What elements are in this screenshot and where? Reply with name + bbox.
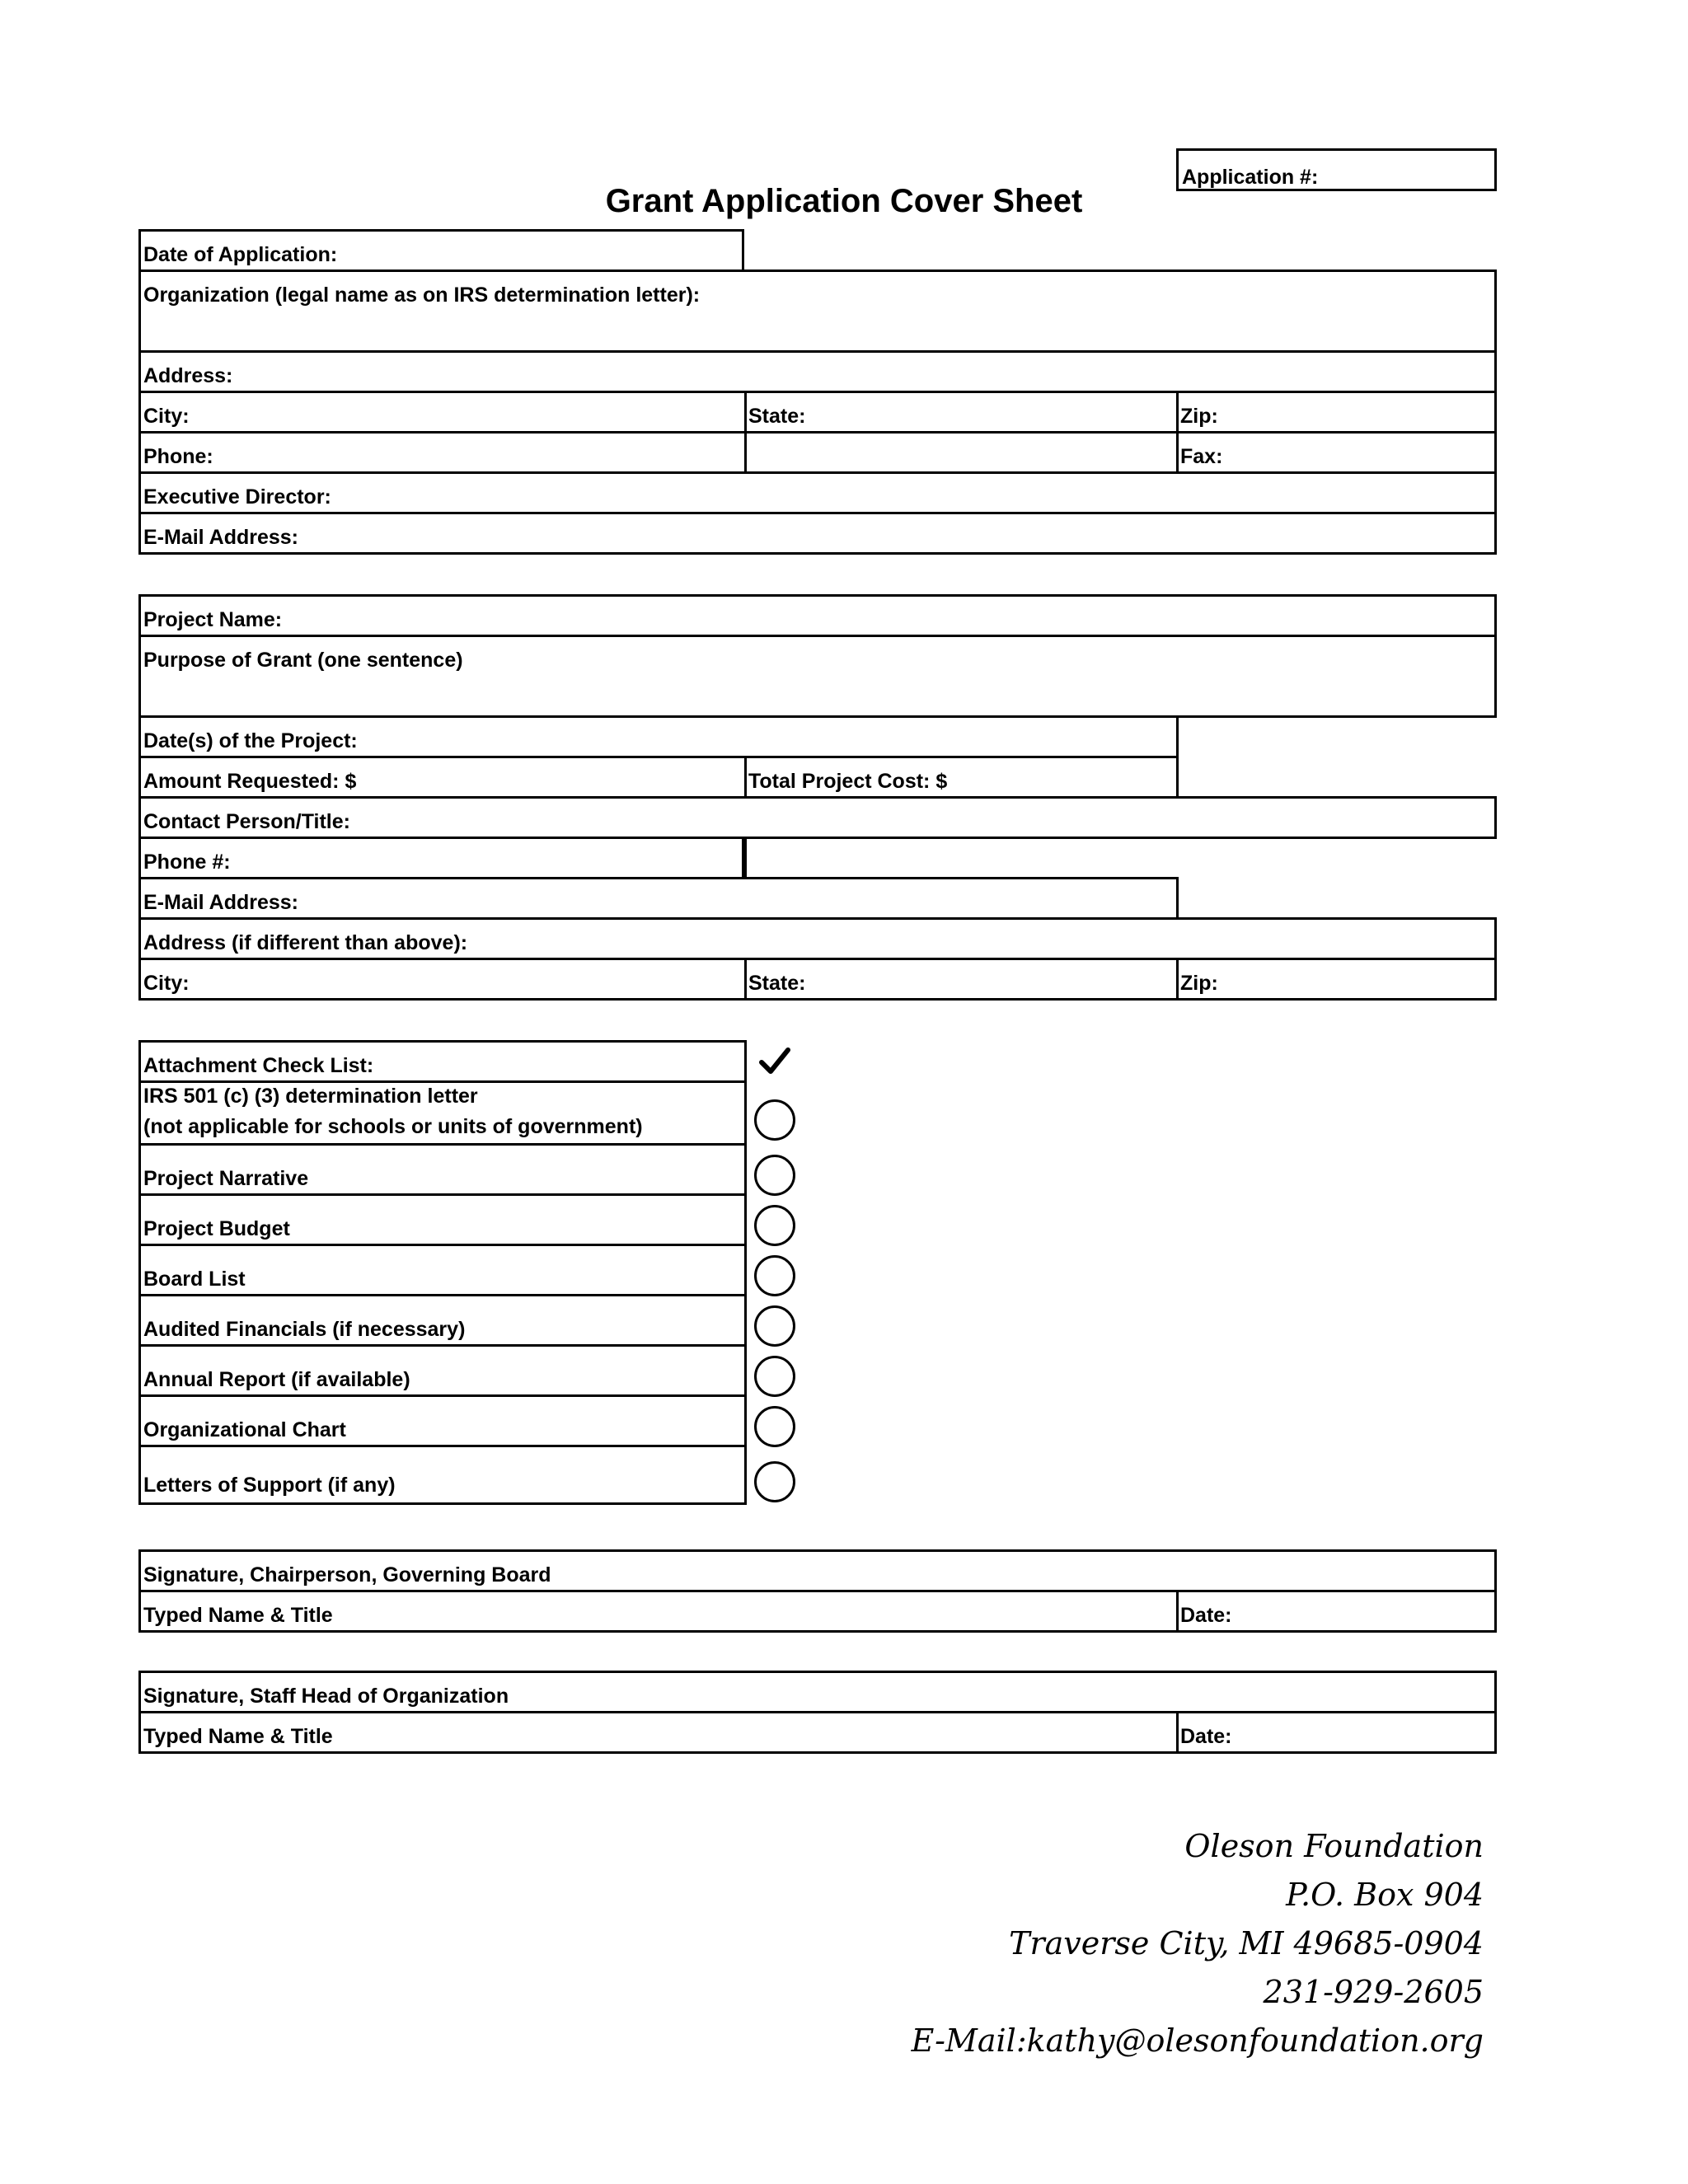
contact-phone-label: Phone #: xyxy=(143,851,231,874)
project-state-label: State: xyxy=(748,972,806,995)
project-name-label: Project Name: xyxy=(143,608,283,631)
purpose-label: Purpose of Grant (one sentence) xyxy=(143,649,463,672)
foundation-name: Oleson Foundation xyxy=(1184,1828,1484,1864)
date-of-application-label: Date of Application: xyxy=(143,243,338,266)
page-title: Grant Application Cover Sheet xyxy=(605,183,1083,219)
project-zip-label: Zip: xyxy=(1180,972,1218,995)
checklist-checkbox-irs[interactable] xyxy=(754,1099,795,1141)
date-chair-label: Date: xyxy=(1180,1604,1232,1627)
checklist-checkbox-annual-report[interactable] xyxy=(754,1356,795,1397)
checklist-checkbox-budget[interactable] xyxy=(754,1205,795,1246)
executive-director-label: Executive Director: xyxy=(143,485,331,509)
checklist-checkbox-letters[interactable] xyxy=(754,1461,795,1502)
city-label: City: xyxy=(143,405,190,428)
checklist-item-label: Board List xyxy=(143,1268,246,1291)
date-staff-label: Date: xyxy=(1180,1725,1232,1748)
foundation-po-box: P.O. Box 904 xyxy=(1286,1877,1484,1913)
foundation-phone: 231-929-2605 xyxy=(1263,1974,1484,2010)
address-label: Address: xyxy=(143,364,233,387)
checklist-item-label: Annual Report (if available) xyxy=(143,1368,410,1391)
email-label: E-Mail Address: xyxy=(143,526,299,549)
checklist-item-label: Project Narrative xyxy=(143,1167,309,1190)
checklist-item-label: Letters of Support (if any) xyxy=(143,1474,396,1497)
fax-label: Fax: xyxy=(1180,445,1223,468)
project-city-label: City: xyxy=(143,972,190,995)
alternate-address-label: Address (if different than above): xyxy=(143,931,468,954)
state-label: State: xyxy=(748,405,806,428)
contact-person-label: Contact Person/Title: xyxy=(143,810,350,833)
organization-name-label: Organization (legal name as on IRS determination letter): xyxy=(143,284,701,307)
checklist-checkbox-narrative[interactable] xyxy=(754,1155,795,1196)
checklist-item-label: Organizational Chart xyxy=(143,1418,346,1441)
checklist-checkbox-financials[interactable] xyxy=(754,1305,795,1347)
checklist-checkbox-org-chart[interactable] xyxy=(754,1406,795,1447)
checklist-item-label: IRS 501 (c) (3) determination letter xyxy=(143,1085,478,1108)
foundation-email[interactable]: E-Mail:kathy@olesonfoundation.org xyxy=(911,2022,1484,2059)
total-project-cost-label: Total Project Cost: $ xyxy=(748,770,948,793)
checklist-checkbox-board[interactable] xyxy=(754,1255,795,1296)
typed-name-staff-label: Typed Name & Title xyxy=(143,1725,333,1748)
signature-chair-label: Signature, Chairperson, Governing Board xyxy=(143,1563,551,1586)
typed-name-chair-label: Typed Name & Title xyxy=(143,1604,333,1627)
phone-label: Phone: xyxy=(143,445,213,468)
contact-email-label: E-Mail Address: xyxy=(143,891,299,914)
checkmark-icon xyxy=(758,1045,791,1078)
foundation-city: Traverse City, MI 49685-0904 xyxy=(1009,1925,1484,1961)
application-number-label: Application #: xyxy=(1182,166,1319,189)
checklist-item-label: Project Budget xyxy=(143,1217,290,1240)
zip-label: Zip: xyxy=(1180,405,1218,428)
amount-requested-label: Amount Requested: $ xyxy=(143,770,357,793)
checklist-header: Attachment Check List: xyxy=(143,1054,374,1077)
checklist-item-sublabel: (not applicable for schools or units of government) xyxy=(143,1115,643,1138)
signature-staff-label: Signature, Staff Head of Organization xyxy=(143,1685,509,1708)
checklist-item-label: Audited Financials (if necessary) xyxy=(143,1318,466,1341)
project-dates-label: Date(s) of the Project: xyxy=(143,729,358,752)
